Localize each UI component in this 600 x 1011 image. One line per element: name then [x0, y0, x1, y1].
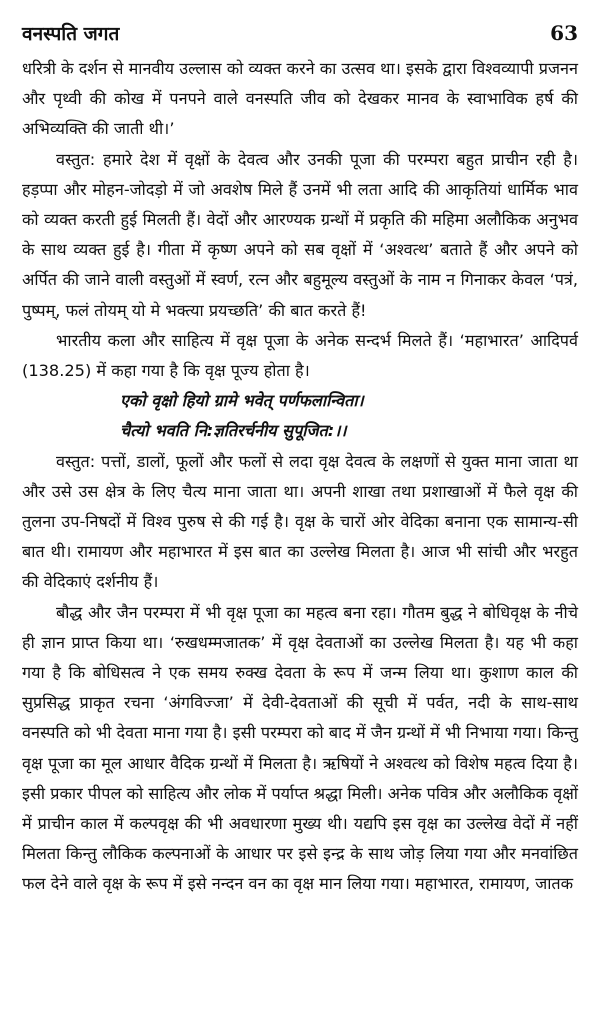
verse-line-1: एको वृक्षो हियो ग्रामे भवेत् पर्णफलान्विता। — [120, 391, 364, 411]
paragraph-3: भारतीय कला और साहित्य में वृक्ष पूजा के अनेक सन्दर्भ मिलते हैं। ‘महाभारत’ आदिपर्व (138.25) में कहा गया है कि वृक्ष पूज्य होता है। — [22, 330, 578, 381]
verse-line-2: चैत्यो भवति नि:ज्ञतिरर्चनीय सुपूजित:।। — [120, 421, 347, 441]
paragraph-2: वस्तुत: हमारे देश में वृक्षों के देवत्व और उनकी पूजा की परम्परा बहुत प्राचीन रही है। हड़प्पा और मोहन-जोदड़ो में जो अवशेष मिले हैं उनमें भी लता आदि की आकृतियां धार्मिक भाव को व्यक्त करती हुई मिलती हैं। वेदों और आरण्यक ग्रन्थों में प्रकृति की महिमा अलौकिक अनुभव के साथ व्यक्त हुई है। गीता में कृष्ण अपने को सब वृक्षों में ‘अश्वत्थ’ बताते हैं और अपने को अर्पित की जाने वाली वस्तुओं में स्वर्ण, रत्न और बहुमूल्य वस्तुओं के नाम न गिनाकर केवल ‘पत्रं, पुष्पम्, फलं तोयम् यो मे भक्त्या प्रयच्छति’ की बात करते हैं! — [22, 149, 578, 320]
page-number: 63 — [550, 21, 578, 45]
paragraph-5: बौद्ध और जैन परम्परा में भी वृक्ष पूजा का महत्व बना रहा। गौतम बुद्ध ने बोधिवृक्ष के नीचे ही ज्ञान प्राप्त किया था। ‘रुखधम्मजातक’ में वृक्ष देवताओं का उल्लेख मिलता है। यह भी कहा गया है कि बोधिसत्व ने एक समय रुक्ख देवता के रूप में जन्म लिया था। कुशाण काल की सुप्रसिद्ध प्राकृत रचना ‘अंगविज्जा’ में देवी-देवताओं की सूची में पर्वत, नदी के साथ-साथ वनस्पति को भी देवता माना गया है। इसी परम्परा को बाद में जैन ग्रन्थों में भी निभाया गया। किन्तु वृक्ष पूजा का मूल आधार वैदिक ग्रन्थों में मिलता है। ऋषियों ने अश्वत्थ को विशेष महत्व दिया है। इसी प्रकार पीपल को साहित्य और लोक में पर्याप्त श्रद्धा मिली। अनेक पवित्र और अलौकिक वृक्षों में प्राचीन काल में कल्पवृक्ष की भी अवधारणा मुख्य थी। यद्यपि इस वृक्ष का उल्लेख वेदों में नहीं मिलता किन्तु लौकिक कल्पनाओं के आधार पर इसे इन्द्र के साथ जोड़ लिया गया और मनवांछित फल देने वाले वृक्ष के रूप में इसे नन्दन वन का वृक्ष मान लिया गया। महाभारत, रामायण, जातक — [22, 602, 578, 894]
running-head: वनस्पति जगत — [22, 23, 120, 45]
paragraph-4: वस्तुत: पत्तों, डालों, फूलों और फलों से लदा वृक्ष देवत्व के लक्षणों से युक्त माना जाता था और उसे उस क्षेत्र के लिए चैत्य माना जाता था। अपनी शाखा तथा प्रशाखाओं में फैले वृक्ष की तुलना उप-निषदों में विश्व पुरुष से की गई है। वृक्ष के चारों ओर वेदिका बनाना एक सामान्य-सी बात थी। रामायण और महाभारत में इस बात का उल्लेख मिलता है। आज भी सांची और भरहुत की वेदिकाएं दर्शनीय हैं। — [22, 451, 578, 592]
page-body — [22, 54, 578, 900]
paragraph-1: धरित्री के दर्शन से मानवीय उल्लास को व्यक्त करने का उत्सव था। इसके द्वारा विश्वव्यापी प्रजनन और पृथ्वी की कोख में पनपने वाले वनस्पति जीव को देखकर मानव के स्वाभाविक हर्ष की अभिव्यक्ति की जाती थी।’ — [22, 59, 578, 139]
page-header — [22, 20, 578, 54]
